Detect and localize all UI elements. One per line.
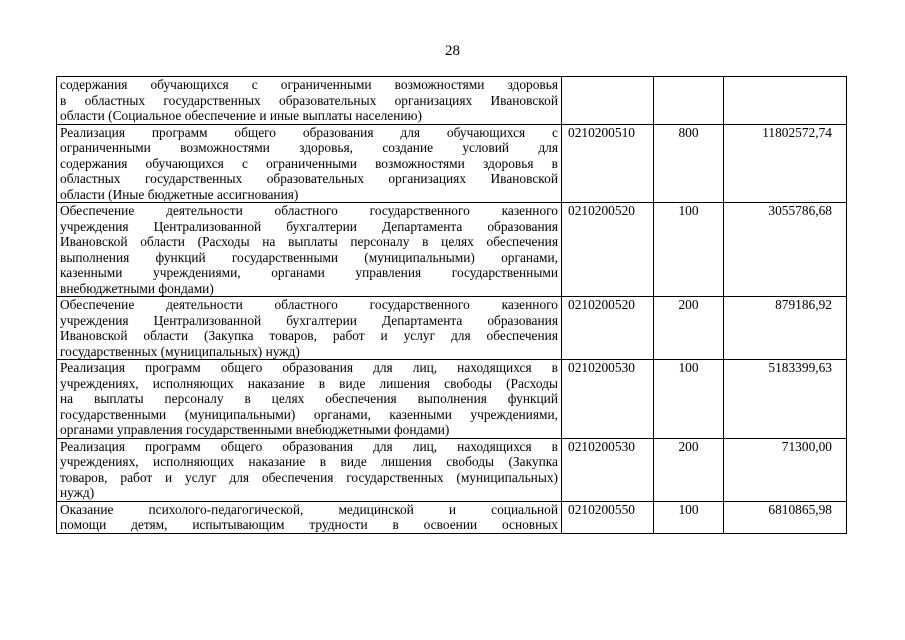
table-row <box>57 297 847 360</box>
description-line: на выплаты персоналу в целях обеспечения выполнения функций <box>60 391 558 406</box>
amount-value: 879186,92 <box>724 297 847 360</box>
page-number: 28 <box>445 43 460 59</box>
amount-value: 6810865,98 <box>724 501 847 533</box>
description-line: Ивановской области (Закупка товаров, работ и услуг для обеспечения <box>60 328 558 343</box>
description-line: товаров, работ и услуг для обеспечения государственных (муниципальных) <box>60 469 558 485</box>
description-line: Обеспечение деятельности областного государственного казенного <box>60 297 558 312</box>
amount-value: 71300,00 <box>724 438 847 501</box>
description-line: Обеспечение деятельности областного государственного казенного <box>60 203 558 218</box>
expense-description <box>57 297 562 360</box>
target-article-code: 0210200510 <box>562 124 654 203</box>
description-line: Оказание психолого-педагогической, медицинской и социальной <box>60 501 558 517</box>
target-article-code: 0210200550 <box>562 501 654 533</box>
table-row <box>57 77 847 125</box>
target-article-code: 0210200530 <box>562 438 654 501</box>
target-article-code: 0210200520 <box>562 297 654 360</box>
description-line: учреждения Централизованной бухгалтерии Департамента образования <box>60 312 558 328</box>
table-row <box>57 501 847 533</box>
description-line: в областных государственных образовательных организациях Ивановской <box>60 92 558 108</box>
table-row <box>57 438 847 501</box>
description-line: органами управления государственными внебюджетными фондами) <box>60 422 450 437</box>
description-line: содержания обучающихся с ограниченными возможностями здоровья <box>60 77 558 92</box>
table-row <box>57 360 847 439</box>
description-line: Реализация программ общего образования для лиц, находящихся в <box>60 360 558 375</box>
description-line: области (Социальное обеспечение и иные выплаты населению) <box>60 108 422 123</box>
description-line: выполнения функций государственными (муниципальными) органами, <box>60 249 558 265</box>
expense-type-code: 100 <box>654 360 724 439</box>
description-line: помощи детям, испытывающим трудности в освоении основных <box>60 517 558 532</box>
description-line: содержания обучающихся с ограниченными возможностями здоровья в <box>60 155 558 171</box>
expense-type-code: 200 <box>654 297 724 360</box>
target-article-code: 0210200520 <box>562 203 654 297</box>
description-line: казенными учреждениями, органами управления государственными <box>60 265 558 280</box>
expense-description <box>57 124 562 203</box>
description-line: нужд) <box>60 485 95 500</box>
description-line: государственных (муниципальных) нужд) <box>60 343 300 359</box>
budget-table <box>56 76 847 534</box>
description-line: внебюджетными фондами) <box>60 280 214 296</box>
expense-type-code: 100 <box>654 501 724 533</box>
description-line: учреждения Централизованной бухгалтерии Департамента образования <box>60 218 558 234</box>
target-article-code <box>562 77 654 125</box>
amount-value: 5183399,63 <box>724 360 847 439</box>
description-line: Реализация программ общего образования для лиц, находящихся в <box>60 438 558 454</box>
expense-description <box>57 203 562 297</box>
expense-description <box>57 438 562 501</box>
amount-value <box>724 77 847 125</box>
expense-type-code <box>654 77 724 125</box>
amount-value: 3055786,68 <box>724 203 847 297</box>
budget-table-body <box>57 77 847 534</box>
target-article-code: 0210200530 <box>562 360 654 439</box>
expense-description <box>57 360 562 439</box>
expense-type-code: 100 <box>654 203 724 297</box>
expense-type-code: 200 <box>654 438 724 501</box>
expense-description <box>57 501 562 533</box>
description-line: учреждениях, исполняющих наказание в виде лишения свободы (Расходы <box>60 375 558 391</box>
description-line: Ивановской области (Расходы на выплаты персоналу в целях обеспечения <box>60 234 558 249</box>
amount-value: 11802572,74 <box>724 124 847 203</box>
description-line: области (Иные бюджетные ассигнования) <box>60 186 299 202</box>
description-line: учреждениях, исполняющих наказание в виде лишения свободы (Закупка <box>60 454 558 469</box>
table-row <box>57 203 847 297</box>
expense-type-code: 800 <box>654 124 724 203</box>
description-line: Реализация программ общего образования для обучающихся с <box>60 124 558 140</box>
expense-description <box>57 77 562 125</box>
description-line: ограниченными возможностями здоровья, создание условий для <box>60 140 558 155</box>
table-row <box>57 124 847 203</box>
description-line: государственными (муниципальными) органами, казенными учреждениями, <box>60 406 558 422</box>
description-line: областных государственных образовательных организациях Ивановской <box>60 171 558 186</box>
